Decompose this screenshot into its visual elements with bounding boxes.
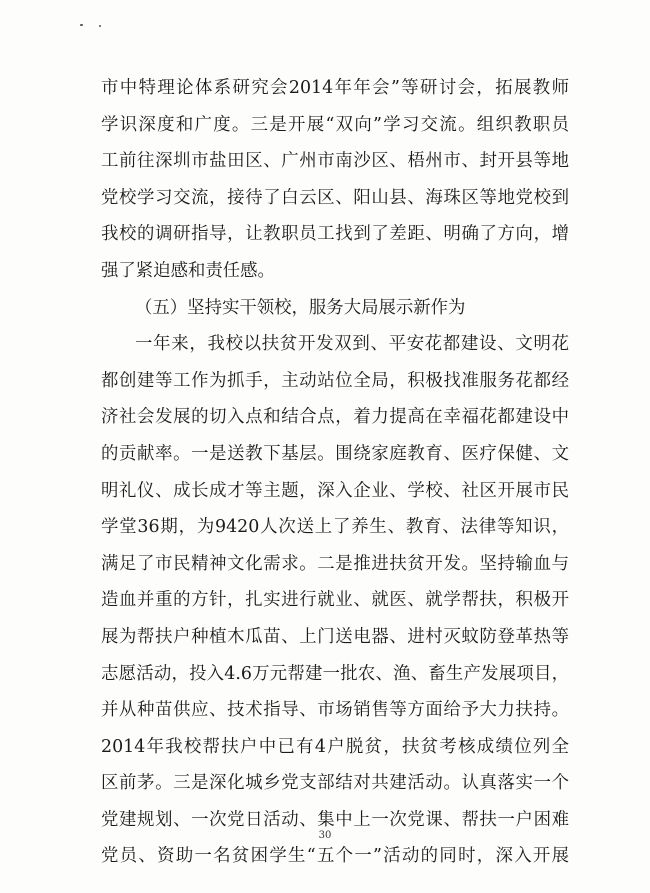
text-line: 明礼仪、成长成才等主题，深入企业、学校、社区开展市民 (101, 480, 569, 501)
text-line: 造血并重的方针，扎实进行就业、就医、就学帮扶，积极开 (101, 590, 569, 611)
text-line: 工前往深圳市盐田区、广州市南沙区、梧州市、封开县等地 (101, 151, 569, 172)
page-number: 30 (318, 830, 332, 841)
scan-speck (80, 24, 83, 26)
text-line: 学堂36期，为9420人次送上了养生、教育、法律等知识， (101, 517, 569, 538)
text-line: 学识深度和广度。三是开展“双向”学习交流。组织教职员 (101, 114, 569, 135)
text-line: 市中特理论体系研究会2014年年会”等研讨会，拓展教师 (101, 78, 569, 98)
text-line: 并从种苗供应、技术指导、市场销售等方面给予大力扶持。 (101, 700, 569, 721)
scan-speck (99, 25, 101, 27)
text-line: 我校的调研指导，让教职员工找到了差距、明确了方向，增 (101, 224, 569, 245)
text-line: 一年来，我校以扶贫开发双到、平安花都建设、文明花 (135, 334, 569, 355)
text-line: 党校学习交流，接待了白云区、阳山县、海珠区等地党校到 (101, 187, 569, 208)
text-line: 的贡献率。一是送教下基层。围绕家庭教育、医疗保健、文 (101, 443, 569, 464)
text-line: 区前茅。三是深化城乡党支部结对共建活动。认真落实一个 (101, 773, 569, 794)
section-heading: （五）坚持实干领校，服务大局展示新作为 (135, 297, 466, 318)
text-line: 满足了市民精神文化需求。二是推进扶贫开发。坚持输血与 (101, 553, 569, 574)
body-text (101, 70, 569, 875)
text-line: 2014年我校帮扶户中已有4户脱贫，扶贫考核成绩位列全 (101, 736, 569, 757)
text-line: 都创建等工作为抓手，主动站位全局，积极找准服务花都经 (101, 370, 569, 391)
text-line: 济社会发展的切入点和结合点，着力提高在幸福花都建设中 (101, 407, 569, 428)
text-line: 党员、资助一名贫困学生“五个一”活动的同时，深入开展 (101, 846, 569, 867)
text-line: 强了紧迫感和责任感。 (101, 260, 275, 281)
text-line: 党建规划、一次党日活动、集中上一次党课、帮扶一户困难 (101, 809, 569, 830)
text-line: 展为帮扶户种植木瓜苗、上门送电器、进村灭蚊防登革热等 (101, 626, 569, 647)
text-line: 志愿活动，投入4.6万元帮建一批农、渔、畜生产发展项目， (101, 663, 569, 684)
